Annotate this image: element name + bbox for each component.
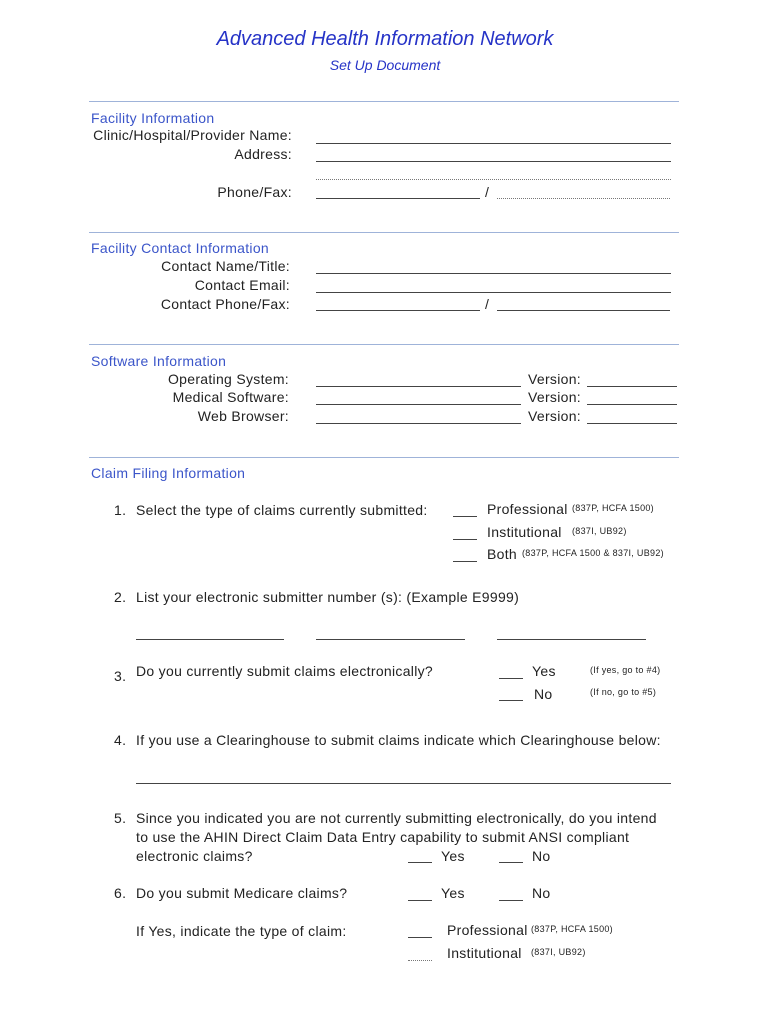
submitter-number-field-3[interactable] [497, 639, 646, 640]
q6-yes-checkbox[interactable] [408, 900, 432, 901]
os-field[interactable] [316, 386, 521, 387]
q3-yes-label: Yes [532, 663, 556, 679]
phone-fax-separator: / [485, 184, 490, 200]
q1-professional-label: Professional [487, 501, 568, 517]
phone-field[interactable] [316, 198, 480, 199]
phone-fax-label: Phone/Fax: [217, 184, 292, 200]
contact-phone-field[interactable] [316, 310, 480, 311]
q5-question-line-1: Since you indicated you are not currently submitting electronically, do you intend [136, 810, 657, 826]
contact-phone-label: Contact Phone/Fax: [160, 296, 290, 312]
q6-sub-question: If Yes, indicate the type of claim: [136, 923, 347, 939]
q2-number: 2. [114, 589, 127, 605]
q1-question: Select the type of claims currently submitted: [136, 502, 428, 518]
address-label: Address: [234, 146, 292, 162]
q6-institutional-label: Institutional [447, 945, 522, 961]
medical-version-field[interactable] [587, 404, 677, 405]
q5-number: 5. [114, 810, 127, 826]
contact-name-field[interactable] [316, 273, 671, 274]
q1-institutional-checkbox[interactable] [453, 539, 477, 540]
q1-institutional-note: (837I, UB92) [572, 526, 627, 536]
q6-institutional-checkbox[interactable] [408, 960, 432, 961]
document-subtitle: Set Up Document [329, 57, 441, 73]
q6-professional-label: Professional [447, 922, 528, 938]
contact-phone-separator: / [485, 296, 490, 312]
browser-label: Web Browser: [197, 408, 289, 424]
q3-no-note: (If no, go to #5) [590, 687, 657, 697]
os-version-field[interactable] [587, 386, 677, 387]
section-divider [89, 101, 679, 102]
q6-no-label: No [532, 885, 551, 901]
q5-question-line-3: electronic claims? [136, 848, 253, 864]
address-field[interactable] [316, 161, 671, 162]
software-section-heading: Software Information [91, 353, 227, 369]
q3-no-label: No [534, 686, 553, 702]
q2-question: List your electronic submitter number (s): (Example E9999) [136, 589, 520, 605]
q5-yes-label: Yes [441, 848, 465, 864]
q6-professional-note: (837P, HCFA 1500) [531, 924, 613, 934]
contact-section-heading: Facility Contact Information [91, 240, 270, 256]
medical-software-field[interactable] [316, 404, 521, 405]
q5-no-checkbox[interactable] [499, 862, 523, 863]
provider-name-field[interactable] [316, 143, 671, 144]
q6-number: 6. [114, 885, 127, 901]
contact-name-label: Contact Name/Title: [161, 258, 290, 274]
q6-professional-checkbox[interactable] [408, 937, 432, 938]
medical-version-label: Version: [528, 389, 581, 405]
q5-yes-checkbox[interactable] [408, 862, 432, 863]
q1-both-note: (837P, HCFA 1500 & 837I, UB92) [522, 548, 664, 558]
q3-number: 3. [114, 668, 127, 684]
claims-section-heading: Claim Filing Information [91, 465, 246, 481]
fax-field[interactable] [497, 198, 670, 199]
q1-both-label: Both [487, 546, 517, 562]
q4-question: If you use a Clearinghouse to submit claims indicate which Clearinghouse below: [136, 732, 661, 748]
q6-question: Do you submit Medicare claims? [136, 885, 348, 901]
q3-yes-checkbox[interactable] [499, 678, 523, 679]
provider-name-label: Clinic/Hospital/Provider Name: [93, 127, 292, 143]
document-title: Advanced Health Information Network [216, 28, 554, 50]
facility-section-heading: Facility Information [91, 110, 215, 126]
q1-institutional-label: Institutional [487, 524, 562, 540]
contact-email-field[interactable] [316, 292, 671, 293]
q3-yes-note: (If yes, go to #4) [590, 665, 661, 675]
q3-no-checkbox[interactable] [499, 700, 523, 701]
clearinghouse-field[interactable] [136, 783, 671, 784]
q1-professional-checkbox[interactable] [453, 516, 477, 517]
contact-email-label: Contact Email: [194, 277, 290, 293]
browser-version-field[interactable] [587, 423, 677, 424]
os-label: Operating System: [167, 371, 289, 387]
section-divider [89, 232, 679, 233]
q5-question-line-2: to use the AHIN Direct Claim Data Entry capability to submit ANSI compliant [136, 829, 630, 845]
q1-number: 1. [114, 502, 127, 518]
q5-no-label: No [532, 848, 551, 864]
os-version-label: Version: [528, 371, 581, 387]
submitter-number-field-1[interactable] [136, 639, 284, 640]
q4-number: 4. [114, 732, 127, 748]
contact-fax-field[interactable] [497, 310, 670, 311]
section-divider [89, 344, 679, 345]
q3-question: Do you currently submit claims electronically? [136, 663, 434, 679]
q6-institutional-note: (837I, UB92) [531, 947, 586, 957]
q1-professional-note: (837P, HCFA 1500) [572, 503, 654, 513]
browser-version-label: Version: [528, 408, 581, 424]
section-divider [89, 457, 679, 458]
browser-field[interactable] [316, 423, 521, 424]
q6-yes-label: Yes [441, 885, 465, 901]
submitter-number-field-2[interactable] [316, 639, 465, 640]
address-line-2-field[interactable] [316, 179, 671, 180]
q6-no-checkbox[interactable] [499, 900, 523, 901]
medical-software-label: Medical Software: [172, 389, 289, 405]
q1-both-checkbox[interactable] [453, 561, 477, 562]
